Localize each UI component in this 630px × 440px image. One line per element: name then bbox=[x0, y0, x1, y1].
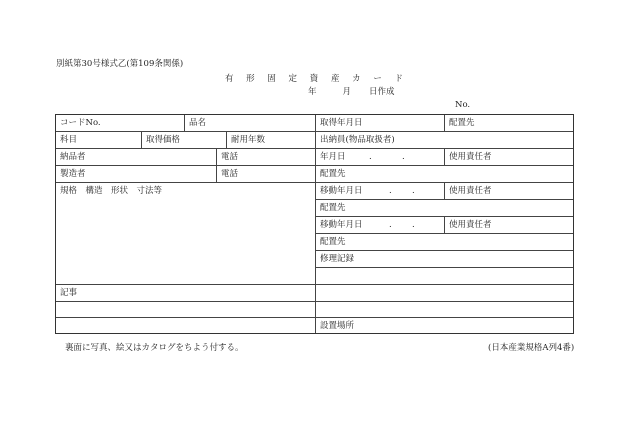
transfer-date-label: 移動年月日 bbox=[320, 220, 363, 230]
responsible-person-label: 使用責任者 bbox=[449, 220, 492, 230]
placement-label: 配置先 bbox=[320, 203, 346, 213]
supplier-phone-label: 電話 bbox=[221, 152, 239, 162]
column-divider bbox=[184, 115, 185, 131]
date-separator: . bbox=[412, 186, 415, 196]
specs-label: 規格 構造 形状 寸法等 bbox=[60, 186, 163, 196]
placement-label: 配置先 bbox=[320, 169, 346, 179]
column-divider bbox=[444, 148, 445, 165]
asset-card-form bbox=[55, 114, 574, 334]
supplier-label: 納品者 bbox=[60, 152, 86, 162]
paper-standard-note: (日本産業規格A列4番) bbox=[488, 343, 575, 353]
column-divider bbox=[141, 131, 142, 148]
row-divider bbox=[316, 233, 573, 234]
transfer-date-label: 移動年月日 bbox=[320, 186, 363, 196]
date-year-label: 年 bbox=[308, 87, 317, 97]
placement-label: 配置先 bbox=[320, 237, 346, 247]
code-no-label: コードNo. bbox=[60, 118, 101, 128]
acquisition-date-label: 取得年月日 bbox=[320, 118, 363, 128]
repair-record-label: 修理記録 bbox=[320, 254, 355, 264]
column-divider bbox=[226, 131, 227, 148]
account-label: 科目 bbox=[60, 135, 78, 145]
row-divider bbox=[316, 199, 573, 200]
column-divider bbox=[444, 115, 445, 131]
date-separator: . bbox=[389, 220, 392, 230]
date-separator: . bbox=[402, 152, 405, 162]
item-name-label: 品名 bbox=[189, 118, 207, 128]
manufacturer-phone-label: 電話 bbox=[221, 169, 239, 179]
custodian-label: 出納員(物品取扱者) bbox=[320, 135, 395, 145]
form-reference: 別紙第30号様式乙(第109条関係) bbox=[56, 59, 184, 69]
row-divider bbox=[316, 250, 573, 251]
placement-label: 配置先 bbox=[449, 118, 475, 128]
page-title: 有 形 固 定 資 産 カ ー ド bbox=[224, 74, 409, 84]
creation-date-line bbox=[308, 85, 395, 97]
column-divider bbox=[216, 148, 217, 182]
date-separator: . bbox=[369, 152, 372, 162]
column-divider bbox=[315, 115, 316, 333]
date-label: 年月日 bbox=[320, 152, 346, 162]
responsible-person-label: 使用責任者 bbox=[449, 152, 492, 162]
installation-site-label: 設置場所 bbox=[320, 321, 355, 331]
manufacturer-label: 製造者 bbox=[60, 169, 86, 179]
row-divider bbox=[316, 267, 573, 268]
number-label: No. bbox=[455, 100, 471, 110]
date-separator: . bbox=[389, 186, 392, 196]
date-day-created-label: 日作成 bbox=[369, 87, 395, 97]
acquisition-price-label: 取得価格 bbox=[146, 135, 181, 145]
column-divider bbox=[444, 216, 445, 233]
footer-note: 裏面に写真、絵又はカタログをちよう付する。 bbox=[65, 343, 244, 353]
notes-label: 記事 bbox=[60, 288, 78, 298]
date-separator: . bbox=[412, 220, 415, 230]
column-divider bbox=[444, 182, 445, 199]
responsible-person-label: 使用責任者 bbox=[449, 186, 492, 196]
useful-life-label: 耐用年数 bbox=[231, 135, 266, 145]
date-month-label: 月 bbox=[342, 87, 352, 97]
